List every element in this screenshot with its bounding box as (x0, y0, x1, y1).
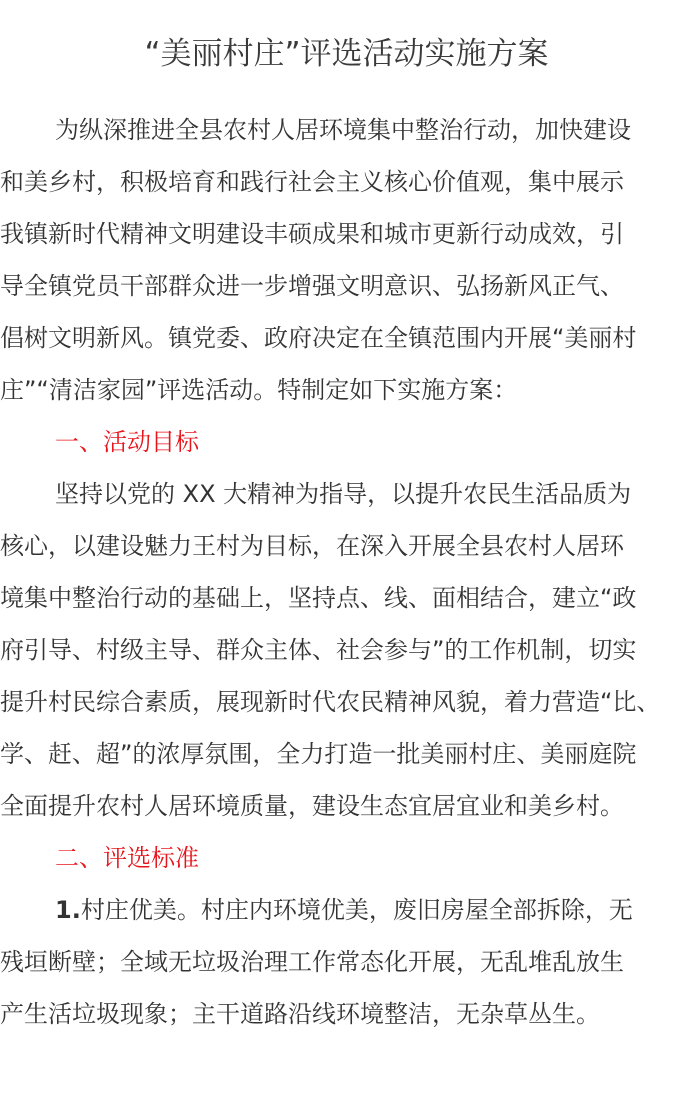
page-title: “美丽村庄”评选活动实施方案 (144, 36, 549, 72)
intro-line: 我镇新时代精神文明建设丰硕成果和城市更新行动成效，引 (0, 220, 624, 248)
section1-line: 府引导、村级主导、群众主体、社会参与”的工作机制，切实 (0, 636, 637, 664)
intro-line: 为纵深推进全县农村人居环境集中整治行动，加快建设 (55, 116, 631, 144)
section1-line: 境集中整治行动的基础上，坚持点、线、面相结合，建立“政 (0, 584, 637, 612)
intro-line: 倡树文明新风。镇党委、政府决定在全镇范围内开展“美丽村 (0, 324, 637, 352)
section1-line: 学、赶、超”的浓厚氛围，全力打造一批美丽村庄、美丽庭院 (0, 740, 637, 768)
section2-line: 产生活垃圾现象；主干道路沿线环境整洁，无杂草丛生。 (0, 1000, 600, 1028)
section1-line: 提升村民综合素质，展现新时代农民精神风貌，着力营造“比、 (0, 688, 661, 716)
section1-line: 核心，以建设魅力王村为目标，在深入开展全县农村人居环 (0, 532, 624, 560)
intro-line: 导全镇党员干部群众进一步增强文明意识、弘扬新风正气、 (0, 272, 624, 300)
section2-line: 残垣断壁；全域无垃圾治理工作常态化开展，无乱堆乱放生 (0, 948, 624, 976)
item-number: 1. (55, 896, 81, 924)
intro-line: 和美乡村，积极培育和践行社会主义核心价值观，集中展示 (0, 168, 624, 196)
section1-line: 全面提升农村人居环境质量，建设生态宜居宜业和美乡村。 (0, 792, 624, 820)
section1-line: 坚持以党的 XX 大精神为指导，以提升农民生活品质为 (55, 480, 632, 508)
intro-line: 庄”“清洁家园”评选活动。特制定如下实施方案： (0, 376, 518, 404)
section2-line (55, 892, 693, 928)
section-heading-criteria: 二、评选标准 (55, 844, 199, 872)
section2-line-text: 村庄优美。村庄内环境优美，废旧房屋全部拆除，无 (80, 896, 633, 924)
section-heading-goals: 一、活动目标 (55, 428, 199, 456)
